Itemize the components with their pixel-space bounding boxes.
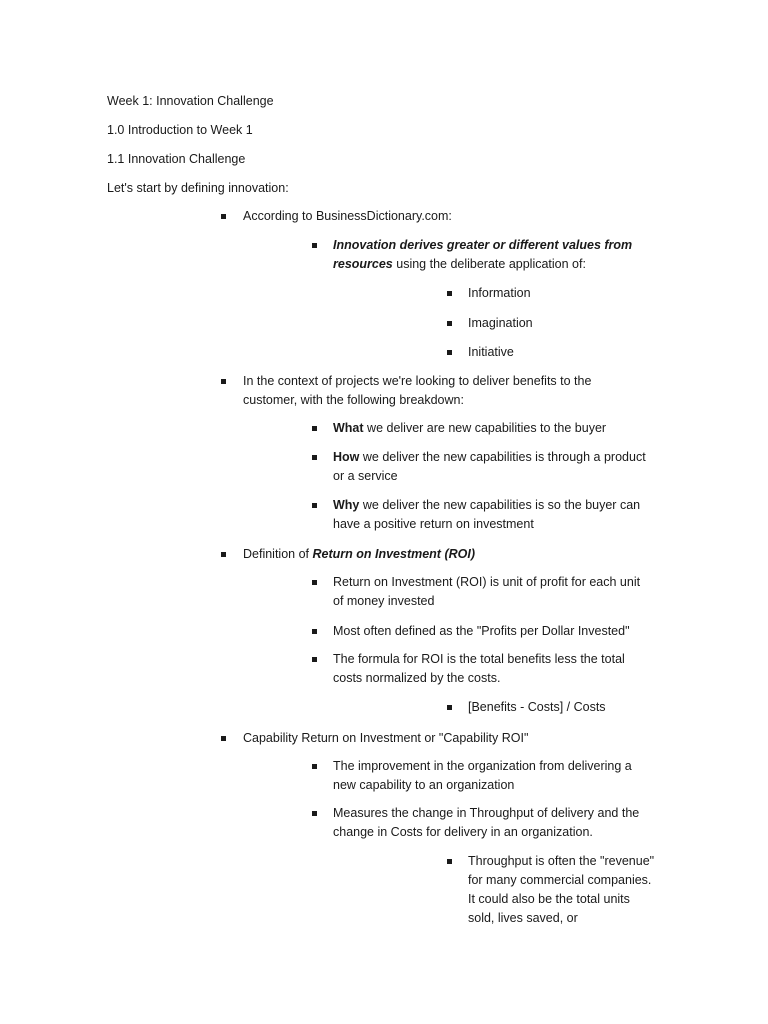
doc-title: Week 1: Innovation Challenge [107, 94, 274, 108]
bullet-icon [312, 580, 317, 585]
bullet-icon [447, 705, 452, 710]
list-item-text-rest: we deliver the new capabilities is so the buyer can have a positive return on investment [333, 498, 641, 531]
bullet-icon [221, 736, 226, 741]
emphasis-text: Why [333, 498, 360, 512]
section-heading-1-0: 1.0 Introduction to Week 1 [107, 123, 253, 137]
section-heading-1-1: 1.1 Innovation Challenge [107, 152, 246, 166]
list-item-text: Imagination [468, 316, 533, 330]
bullet-icon [312, 764, 317, 769]
emphasis-text: Return on Investment (ROI) [312, 547, 475, 561]
bullet-icon [221, 379, 226, 384]
bullet-icon [312, 426, 317, 431]
list-item-text: Most often defined as the "Profits per Dollar Invested" [333, 624, 630, 638]
bullet-icon [312, 503, 317, 508]
intro-sentence: Let's start by defining innovation: [107, 181, 289, 195]
bullet-icon [447, 291, 452, 296]
list-item-text: Throughput is often the "revenue" for many commercial companies. It could also be the total units sold, lives saved, or [468, 854, 655, 925]
list-item-text [333, 448, 658, 486]
bullet-icon [221, 214, 226, 219]
bullet-icon [312, 629, 317, 634]
list-item-text: The formula for ROI is the total benefits less the total costs normalized by the costs. [333, 652, 625, 685]
list-item-text [333, 496, 653, 534]
list-item-text-rest: using the deliberate application of: [392, 257, 586, 271]
list-item-text [243, 545, 643, 564]
bullet-icon [447, 350, 452, 355]
list-item-text: Initiative [468, 345, 514, 359]
list-item-text [333, 419, 653, 438]
list-item-text [333, 236, 643, 274]
bullet-icon [447, 859, 452, 864]
emphasis-text: How [333, 450, 360, 464]
formula-text: [Benefits - Costs] / Costs [468, 700, 606, 714]
list-item-text: In the context of projects we're looking to deliver benefits to the customer, with the following breakdown: [243, 374, 592, 407]
bullet-icon [312, 657, 317, 662]
list-item-text: The improvement in the organization from delivering a new capability to an organization [333, 759, 632, 792]
list-item-text-rest: we deliver the new capabilities is through a product or a service [333, 450, 646, 483]
bullet-icon [221, 552, 226, 557]
list-item-text: Return on Investment (ROI) is unit of profit for each unit of money invested [333, 575, 641, 608]
list-item-text: Information [468, 286, 531, 300]
emphasis-text: What [333, 421, 364, 435]
bullet-icon [312, 811, 317, 816]
list-item-text-rest: we deliver are new capabilities to the buyer [363, 421, 607, 435]
bullet-icon [312, 455, 317, 460]
emphasis-text: Innovation derives greater or different values from resources [333, 238, 633, 271]
list-item-text-lead: Definition of [243, 547, 313, 561]
list-item-text: Capability Return on Investment or "Capability ROI" [243, 731, 529, 745]
list-item-text: According to BusinessDictionary.com: [243, 209, 452, 223]
bullet-icon [447, 321, 452, 326]
list-item-text: Measures the change in Throughput of delivery and the change in Costs for delivery in an organization. [333, 806, 640, 839]
bullet-icon [312, 243, 317, 248]
